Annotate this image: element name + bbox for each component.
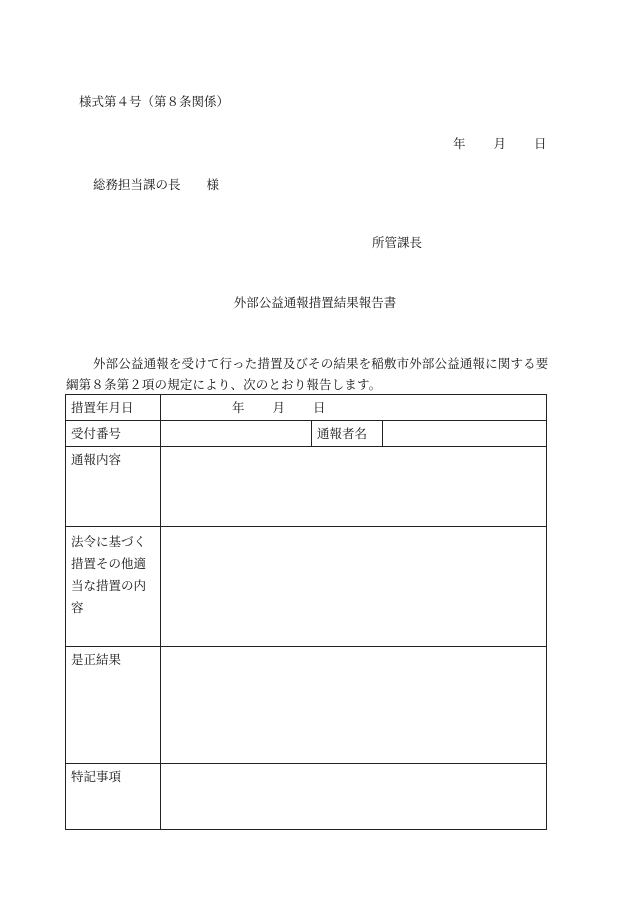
- measure-date-day: 日: [313, 400, 326, 415]
- table-row: [66, 421, 547, 447]
- special-notes-field[interactable]: [161, 764, 547, 830]
- measure-content-label: 法令に基づく措置その他適当な措置の内容: [66, 527, 161, 647]
- report-table: [65, 394, 547, 830]
- addressee-honorific: 様: [206, 177, 220, 192]
- body-paragraph: 外部公益通報を受けて行った措置及びその結果を稲敷市外部公益通報に関する要綱第８条第２項の規定により、次のとおり報告します。: [66, 356, 549, 392]
- sender: 所管課長: [372, 235, 423, 250]
- measure-date-month: 月: [272, 400, 286, 415]
- date-day-label: 日: [534, 136, 547, 151]
- measure-content-field[interactable]: [161, 527, 547, 647]
- correction-result-label: 是正結果: [66, 647, 161, 764]
- measure-date-label: 措置年月日: [66, 395, 161, 421]
- special-notes-label: 特記事項: [66, 764, 161, 830]
- table-row: [66, 527, 547, 647]
- report-date: [453, 138, 547, 151]
- reception-number-label: 受付番号: [66, 421, 161, 447]
- date-year-label: 年: [453, 136, 466, 151]
- addressee: [93, 179, 219, 192]
- table-row: [66, 647, 547, 764]
- form-number: 様式第４号（第８条関係）: [79, 94, 230, 109]
- reception-number-field[interactable]: [161, 421, 312, 447]
- addressee-name: 総務担当課の長: [93, 177, 181, 192]
- table-row: [66, 395, 547, 421]
- document-title: 外部公益通報措置結果報告書: [233, 295, 397, 310]
- reporter-name-field[interactable]: [383, 421, 547, 447]
- table-row: [66, 764, 547, 830]
- report-content-label: 通報内容: [66, 447, 161, 527]
- table-row: [66, 447, 547, 527]
- reporter-name-label: 通報者名: [312, 421, 383, 447]
- measure-date-year: 年: [232, 400, 245, 415]
- correction-result-field[interactable]: [161, 647, 547, 764]
- date-month-label: 月: [493, 136, 507, 151]
- measure-date-field[interactable]: [161, 395, 547, 421]
- report-content-field[interactable]: [161, 447, 547, 527]
